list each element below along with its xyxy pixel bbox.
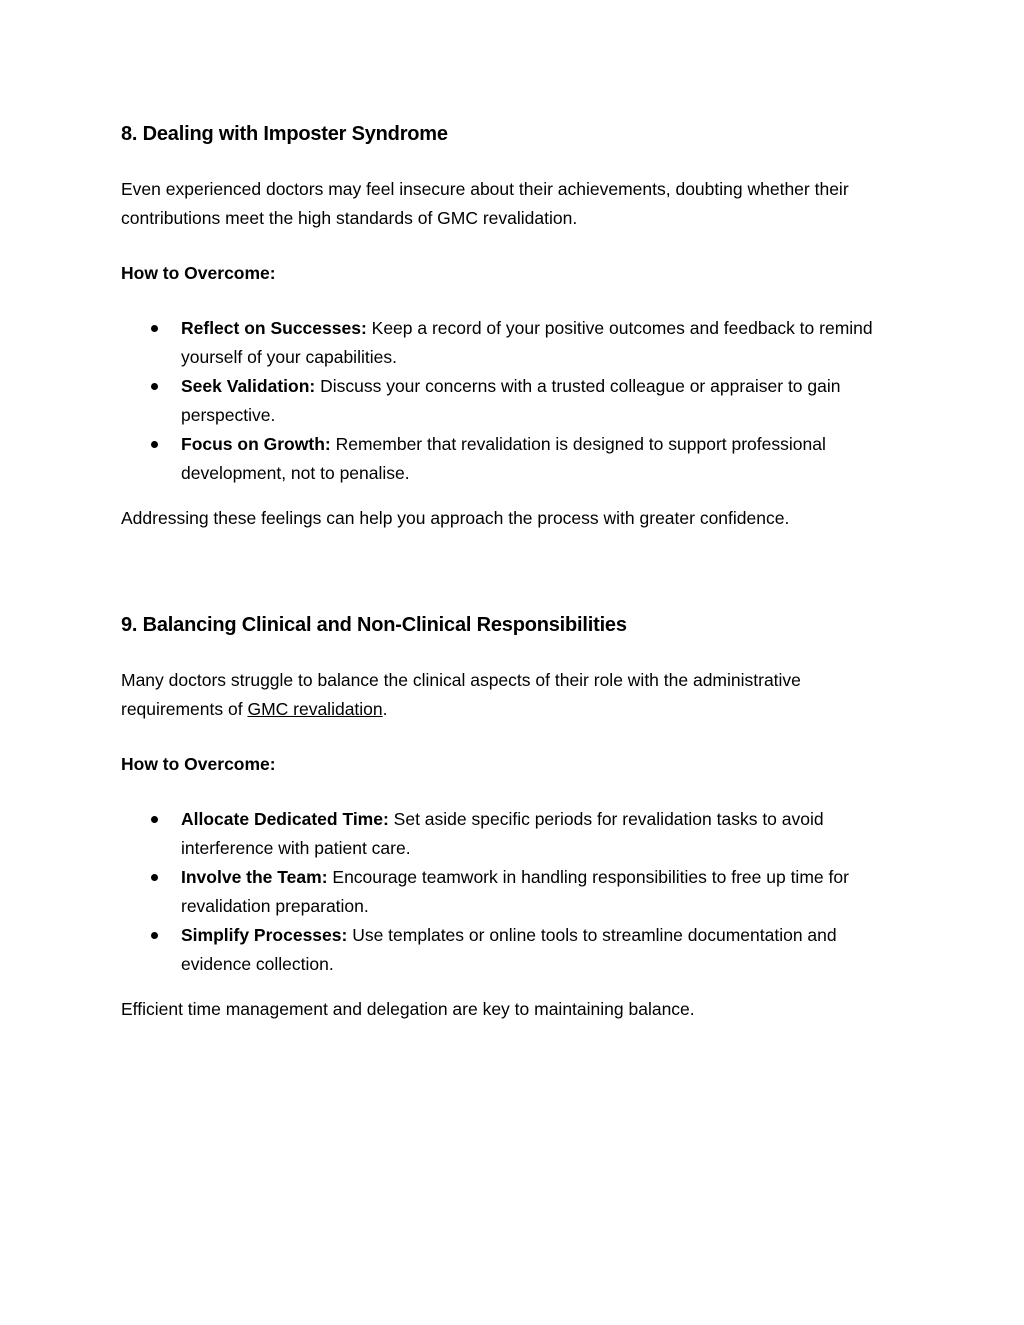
list-item bbox=[121, 805, 911, 862]
bullet-icon bbox=[151, 874, 158, 881]
bullet-term: Focus on Growth: bbox=[181, 434, 331, 454]
bullet-text: Discuss your concerns with a trusted colleague or appraiser to gain perspective. bbox=[181, 376, 841, 425]
section-heading: 8. Dealing with Imposter Syndrome bbox=[121, 123, 448, 145]
bullet-icon bbox=[151, 816, 158, 823]
bullet-icon bbox=[151, 325, 158, 332]
bullet-text: Use templates or online tools to streamline documentation and evidence collection. bbox=[181, 925, 837, 974]
list-item bbox=[121, 430, 911, 487]
list-item bbox=[121, 921, 911, 978]
bullet-term: Reflect on Successes: bbox=[181, 318, 367, 338]
bullet-text: Set aside specific periods for revalidation tasks to avoid interference with patient care. bbox=[181, 809, 824, 858]
bullet-term: Simplify Processes: bbox=[181, 925, 348, 945]
bullet-text: Remember that revalidation is designed to support professional development, not to penalise. bbox=[181, 434, 826, 483]
list-item bbox=[121, 863, 911, 920]
section-intro bbox=[121, 666, 861, 723]
bullet-icon bbox=[151, 932, 158, 939]
intro-text-end: . bbox=[382, 698, 388, 719]
bullet-text: Keep a record of your positive outcomes and feedback to remind yourself of your capabilities. bbox=[181, 318, 873, 367]
bullet-icon bbox=[151, 383, 158, 390]
bullet-text: Encourage teamwork in handling responsibilities to free up time for revalidation preparation. bbox=[181, 867, 849, 916]
section-closing: Addressing these feelings can help you approach the process with greater confidence. bbox=[121, 508, 790, 528]
section-closing: Efficient time management and delegation are key to maintaining balance. bbox=[121, 999, 695, 1019]
how-to-overcome-label: How to Overcome: bbox=[121, 754, 276, 774]
bullet-term: Allocate Dedicated Time: bbox=[181, 809, 389, 829]
section-imposter-syndrome bbox=[121, 120, 911, 533]
section-intro: Even experienced doctors may feel insecure about their achievements, doubting whether their contributions meet the high standards of GMC revalidation. bbox=[121, 179, 849, 228]
list-item bbox=[121, 372, 911, 429]
how-to-overcome-label: How to Overcome: bbox=[121, 263, 276, 283]
intro-text: Many doctors struggle to balance the clinical aspects of their role with the administrative requirements of bbox=[121, 670, 801, 719]
bullet-list bbox=[121, 805, 911, 978]
gmc-revalidation-link[interactable]: GMC revalidation bbox=[247, 698, 383, 719]
bullet-icon bbox=[151, 441, 158, 448]
bullet-term: Seek Validation: bbox=[181, 376, 316, 396]
bullet-term: Involve the Team: bbox=[181, 867, 328, 887]
bullet-list bbox=[121, 314, 911, 487]
section-heading: 9. Balancing Clinical and Non-Clinical Responsibilities bbox=[121, 614, 627, 636]
list-item bbox=[121, 314, 911, 371]
section-balancing-responsibilities bbox=[121, 611, 911, 1024]
